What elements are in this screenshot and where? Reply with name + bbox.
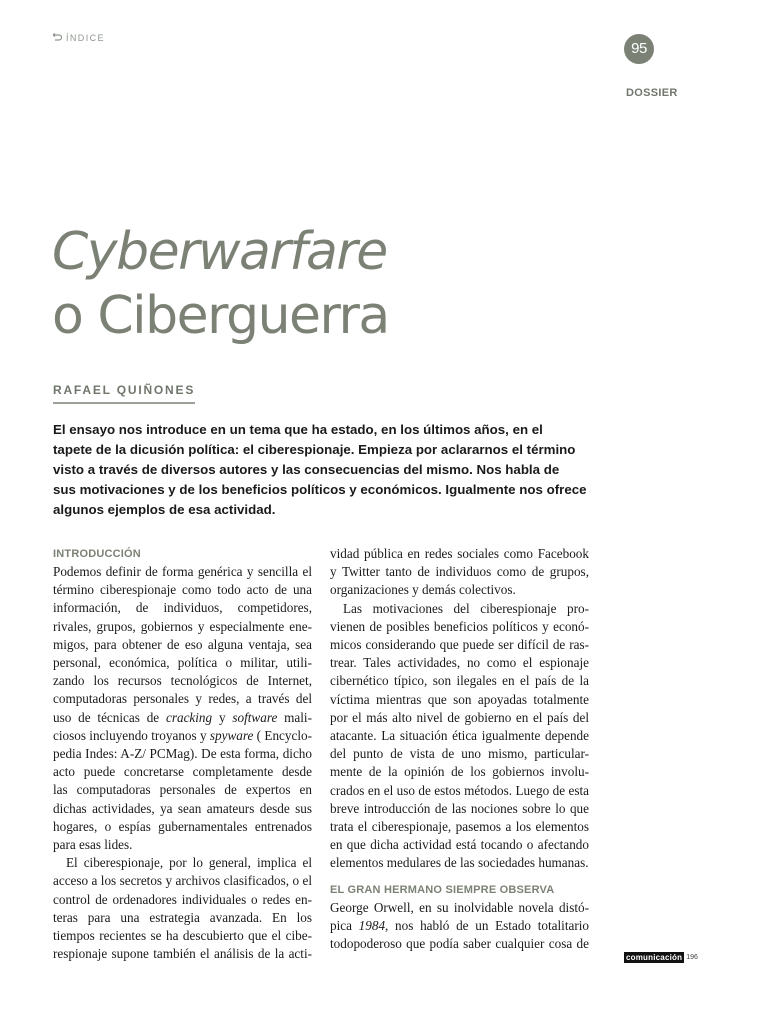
text-line: en que dicha actividad está tocando o afectando [330,837,589,853]
text-line: por el más alto nivel de gobierno en el país del [330,709,589,725]
title-line-1: Cyberwarfare [52,222,387,282]
text-line: uso de técnicas de cracking y software mali- [53,709,312,725]
body-column-left [53,545,312,963]
text-line: pica 1984, nos habló de un Estado totalitario [330,917,589,933]
magazine-logo: comunicación [626,953,683,962]
text-line: acto puede concretarse completamente desde [53,764,312,780]
text-line: hogares, o espías gubernamentales entrenados [53,818,312,834]
text-line: breve introducción de las nociones sobre lo que [330,800,589,816]
paragraph [330,899,589,954]
author-name: RAFAEL QUIÑONES [53,383,195,404]
page-number: 95 [624,34,654,64]
text-line: George Orwell, en su inolvidable novela distó- [330,899,589,915]
text-line: micos considerando que puede ser difícil de ras- [330,637,589,653]
footer [624,952,698,963]
text-line: cibernético típico, son ilegales en el país de la [330,673,589,689]
text-line: para esas lides. [53,837,133,853]
text-line: Las motivaciones del ciberespionaje pro- [343,600,589,616]
paragraph [330,600,589,873]
text-line: control de ordenadores individuales o redes en- [53,891,312,907]
index-link[interactable] [52,33,105,43]
abstract-line: visto a través de diversos autores y las consecuencias del mismo. Nos habla de [53,462,560,477]
text-line: El ciberespionaje, por lo general, implica el [66,855,312,871]
text-line: pedia Indes: A-Z/ PCMag). De esta forma, dicho [53,746,312,762]
text-line: trata el ciberespionaje, pasemos a los elementos [330,819,589,835]
text-line: tiempos recientes se ha descubierto que el cibe- [53,928,312,944]
text-line: trear. Tales actividades, no como el espionaje [330,655,589,671]
text-line: víctima mientras que son apoyadas totalmente [330,691,589,707]
section-heading-gran-hermano: EL GRAN HERMANO SIEMPRE OBSERVA [330,883,555,896]
text-line: dichas actividades, ya sean amateurs desde sus [53,800,312,816]
text-line: del punto de vista de uno mismo, particular- [330,746,589,762]
abstract-line: tapete de la dicusión política: el ciberespionaje. Empieza por aclararnos el término [53,442,576,457]
section-label: DOSSIER [626,87,678,99]
text-line: teras para una estrategia avanzada. En los [53,909,312,925]
back-arrow-icon [52,33,62,43]
text-line: respionaje supone también el análisis de la acti- [53,946,312,962]
text-line: y Twitter tanto de individuos como de grupos, [330,564,589,580]
text-line: elementos medulares de las sociedades humanas. [330,855,589,871]
issue-number: 196 [686,954,698,961]
text-line: término ciberespionaje como todo acto de una [53,582,312,598]
section-heading-introduccion: INTRODUCCIÓN [53,548,141,560]
text-line: Podemos definir de forma genérica y sencilla el [53,564,312,579]
text-line: rivales, grupos, gobiernos y especialmente ene- [53,618,312,634]
abstract-line: algunos ejemplos de esa actividad. [53,502,276,517]
text-line: zando los recursos tecnológicos de Internet, [53,673,312,689]
index-label: ÍNDICE [66,33,105,43]
title-line-2: o Ciberguerra [52,286,389,346]
text-line: mente de la opinión de los gobiernos involu- [330,764,589,780]
text-line: acceso a los secretos y archivos clasificados, o el [53,873,312,889]
text-line: todopoderoso que podía saber cualquier cosa de [330,936,589,952]
paragraph [53,854,312,963]
text-line: personal, económica, política o militar, utili- [53,655,312,671]
page-title [52,220,389,348]
text-line: atacante. La situación ética igualmente depende [330,728,589,744]
text-line: vienen de posibles beneficios políticos y econó- [330,618,589,634]
abstract-line: El ensayo nos introduce en un tema que ha estado, en los últimos años, en el [53,422,543,437]
abstract [53,420,587,520]
abstract-line: sus motivaciones y de los beneficios políticos y económicos. Igualmente nos ofrece [53,482,587,497]
paragraph [53,563,312,854]
text-line: migos, para obtener de eso alguna ventaja, sea [53,636,312,652]
text-line: información, de individuos, competidores, [53,600,312,616]
text-line: computadoras personales y redes, a través del [53,691,312,707]
paragraph [330,545,589,600]
text-line: las computadoras personales de expertos en [53,782,312,798]
text-line: organizaciones y demás colectivos. [330,582,516,598]
body-column-right [330,545,589,953]
text-line: ciosos incluyendo troyanos y spyware ( Encyclo- [53,727,313,743]
text-line: crados en el uso de estos métodos. Luego de esta [330,782,589,798]
text-line: vidad pública en redes sociales como Facebook [330,546,589,561]
